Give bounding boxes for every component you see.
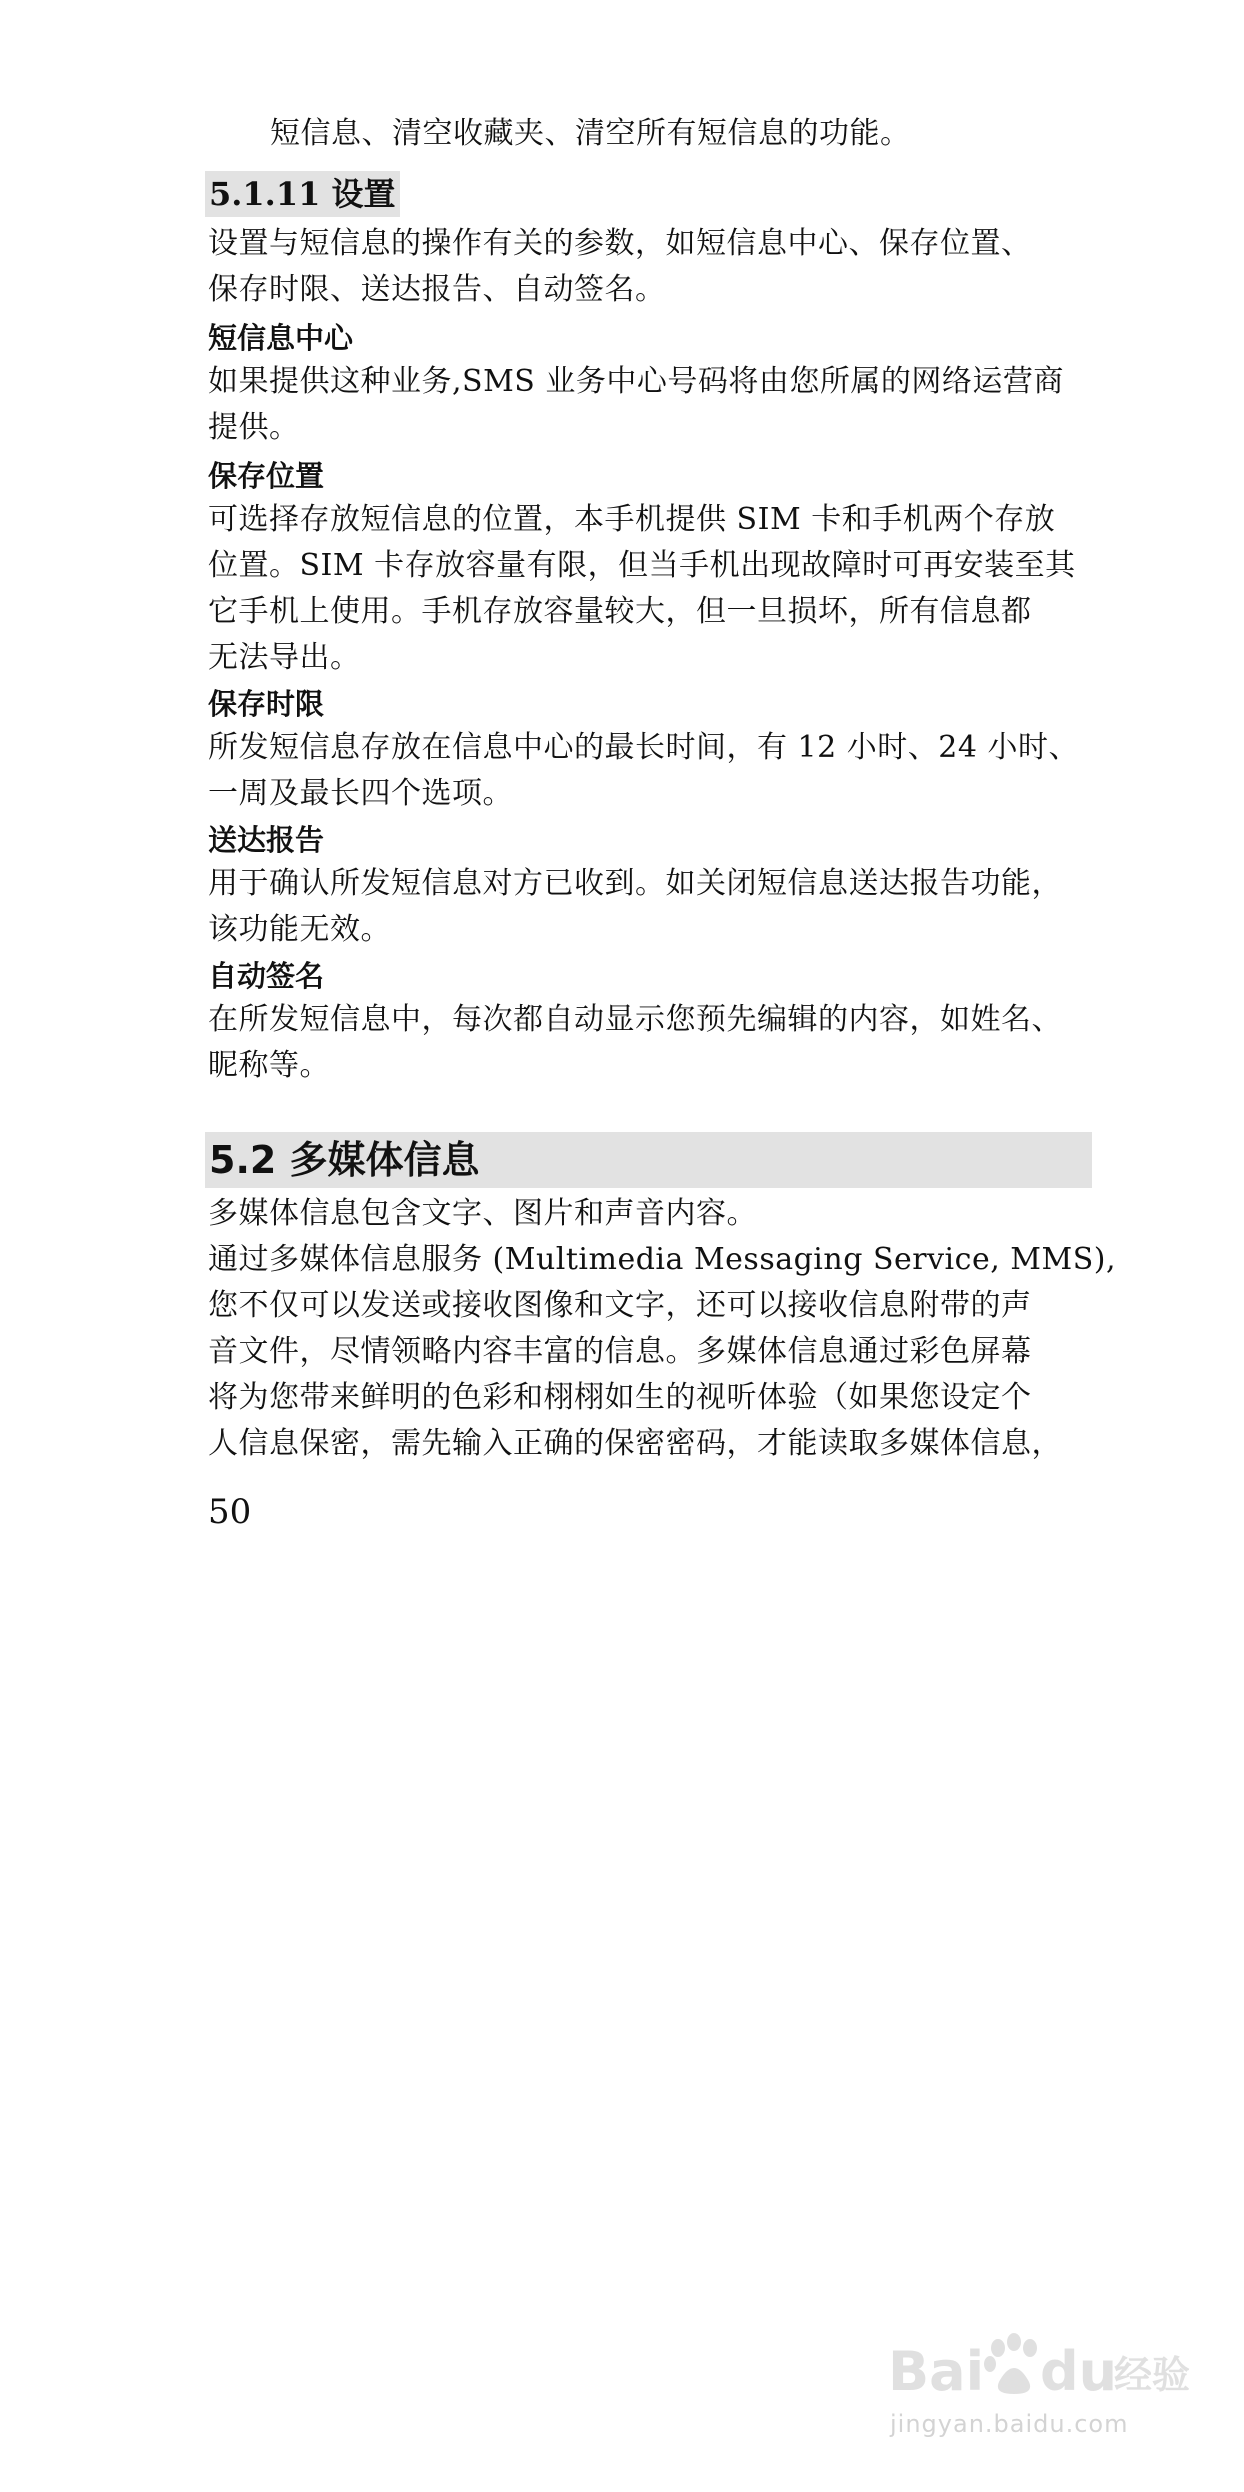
text-line: 一周及最长四个选项。 <box>208 776 513 811</box>
subheading-storage-period: 保存时限 <box>208 687 325 721</box>
section-heading-5-2: 5.2 多媒体信息 <box>205 1132 1092 1188</box>
text-line: 它手机上使用。手机存放容量较大，但一旦损坏，所有信息都 <box>208 594 1032 629</box>
text-line: 如果提供这种业务,SMS 业务中心号码将由您所属的网络运营商 <box>208 364 1064 399</box>
text-line: 多媒体信息包含文字、图片和声音内容。 <box>208 1196 757 1231</box>
svg-text:du: du <box>1040 2340 1118 2403</box>
page-number: 50 <box>208 1492 252 1532</box>
text-line: 短信息、清空收藏夹、清空所有短信息的功能。 <box>270 116 911 151</box>
subheading-storage-location: 保存位置 <box>208 459 325 493</box>
baidu-paw-icon <box>880 2320 1210 2410</box>
text-line: 在所发短信息中，每次都自动显示您预先编辑的内容，如姓名、 <box>208 1002 1062 1037</box>
svg-text:经验: 经验 <box>1114 2353 1191 2397</box>
text-line: 保存时限、送达报告、自动签名。 <box>208 272 666 307</box>
text-line: 该功能无效。 <box>208 912 391 947</box>
text-line: 无法导出。 <box>208 640 361 675</box>
subheading-auto-signature: 自动签名 <box>208 959 325 993</box>
svg-text:Bai: Bai <box>888 2340 985 2403</box>
text-line: 将为您带来鲜明的色彩和栩栩如生的视听体验（如果您设定个 <box>208 1380 1032 1415</box>
text-line: 通过多媒体信息服务 (Multimedia Messaging Service, MMS), <box>208 1242 1116 1277</box>
text-line: 用于确认所发短信息对方已收到。如关闭短信息送达报告功能， <box>208 866 1062 901</box>
section-heading-5-1-11: 5.1.11 设置 <box>205 171 400 217</box>
text-line: 位置。SIM 卡存放容量有限，但当手机出现故障时可再安装至其 <box>208 548 1076 583</box>
watermark-url: jingyan.baidu.com <box>890 2410 1129 2438</box>
subheading-sms-center: 短信息中心 <box>208 321 354 355</box>
text-line: 人信息保密，需先输入正确的保密密码，才能读取多媒体信息， <box>208 1426 1062 1461</box>
baidu-watermark <box>880 2310 1210 2460</box>
subheading-delivery-report: 送达报告 <box>208 823 325 857</box>
text-line: 昵称等。 <box>208 1048 330 1083</box>
text-line: 所发短信息存放在信息中心的最长时间，有 12 小时、24 小时、 <box>208 730 1079 765</box>
text-line: 可选择存放短信息的位置，本手机提供 SIM 卡和手机两个存放 <box>208 502 1056 537</box>
text-line: 您不仅可以发送或接收图像和文字，还可以接收信息附带的声 <box>208 1288 1032 1323</box>
text-line: 音文件，尽情领略内容丰富的信息。多媒体信息通过彩色屏幕 <box>208 1334 1032 1369</box>
text-line: 提供。 <box>208 410 300 445</box>
text-line: 设置与短信息的操作有关的参数，如短信息中心、保存位置、 <box>208 226 1032 261</box>
